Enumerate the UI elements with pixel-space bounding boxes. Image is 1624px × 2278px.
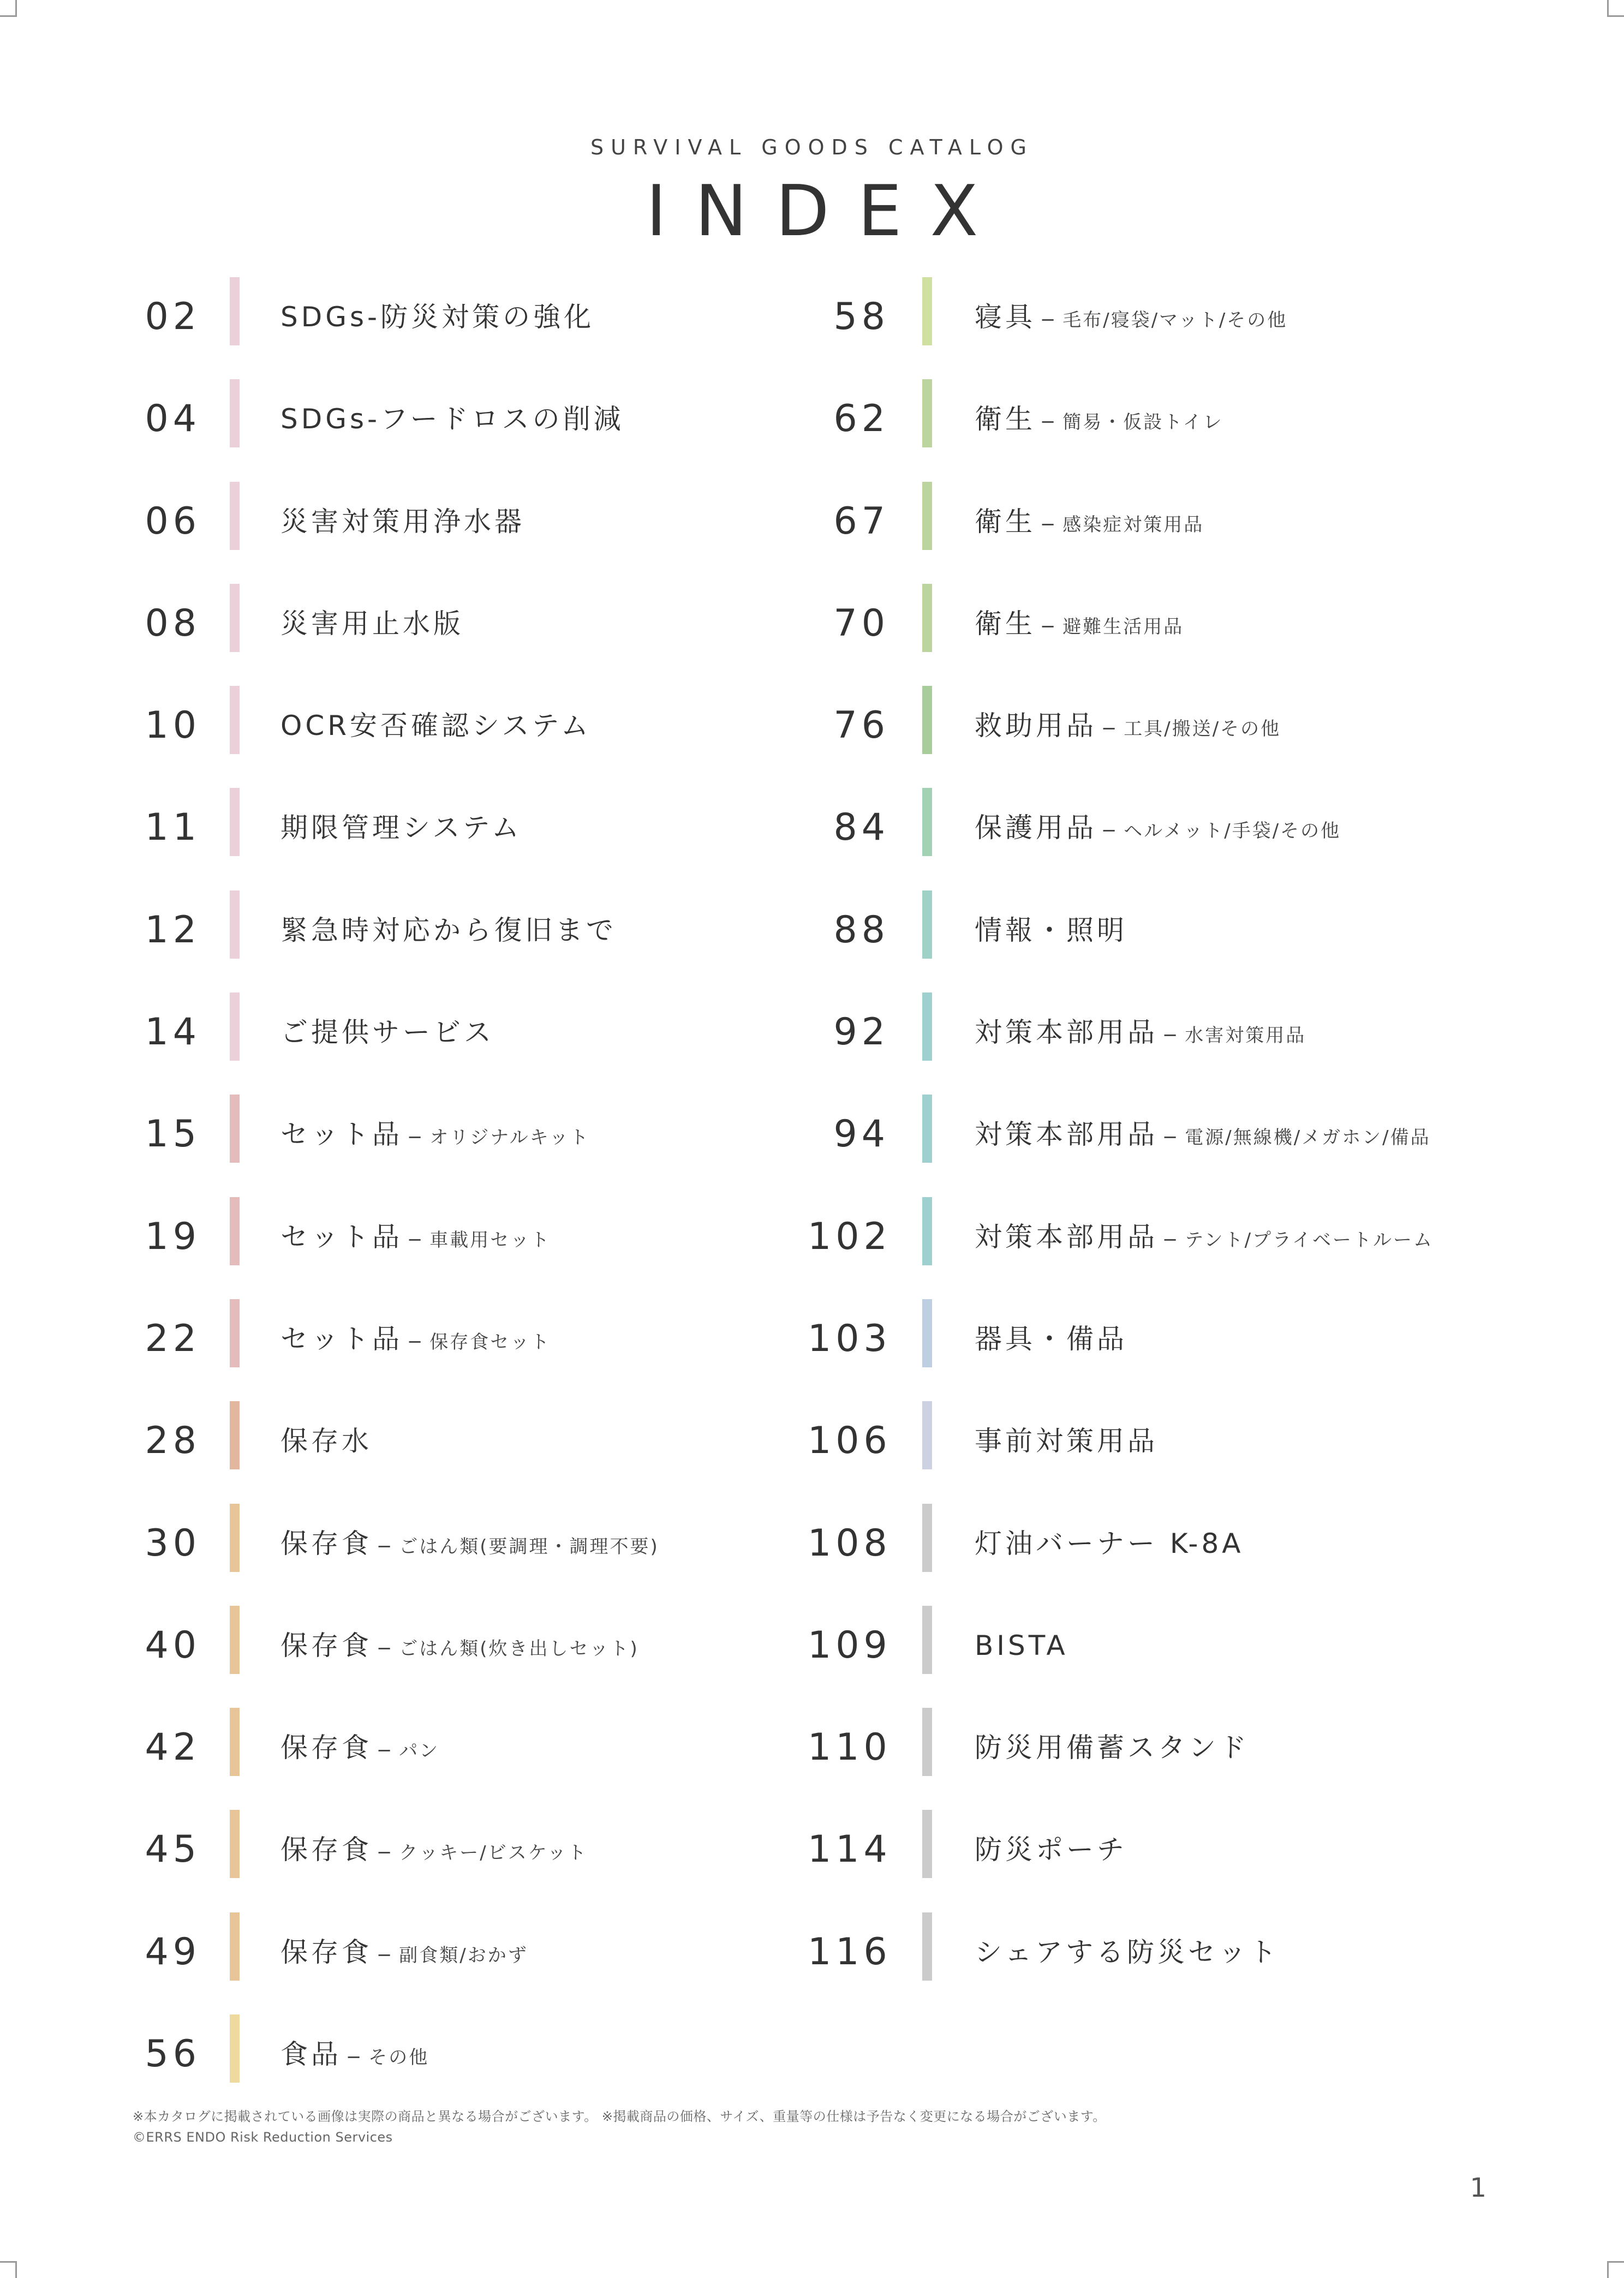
index-entry[interactable]: [131, 1606, 802, 1708]
index-page-number: 92: [833, 1011, 889, 1054]
index-label-main: セット品: [280, 1221, 403, 1253]
index-entry[interactable]: [131, 686, 802, 788]
index-label-sub: ─ 水害対策用品: [1165, 1025, 1306, 1047]
index-label: [280, 1621, 639, 1673]
index-label-main: 灯油バーナー K-8A: [975, 1527, 1244, 1559]
index-page-number: 04: [145, 397, 201, 441]
index-label-main: 対策本部用品: [975, 1221, 1158, 1253]
index-page-number: 114: [808, 1828, 892, 1872]
index-label-main: 緊急時対応から復旧まで: [280, 914, 617, 946]
index-column-right: [808, 277, 1593, 2014]
category-color-bar: [230, 1401, 240, 1469]
index-page-number: 106: [808, 1419, 892, 1463]
catalog-subtitle: SURVIVAL GOODS CATALOG: [590, 135, 1034, 159]
index-page-number: 116: [808, 1930, 892, 1974]
category-color-bar: [922, 1810, 932, 1878]
index-label: [280, 1110, 590, 1162]
category-color-bar: [922, 1606, 932, 1674]
category-color-bar: [922, 1504, 932, 1572]
index-label-main: 食品: [280, 2038, 342, 2071]
index-label-main: 保存食: [280, 1629, 372, 1661]
category-color-bar: [230, 1095, 240, 1163]
page-number: 1: [1470, 2173, 1486, 2203]
index-entry[interactable]: [131, 890, 802, 992]
category-color-bar: [922, 1708, 932, 1776]
index-label-main: 衛生: [975, 403, 1036, 435]
index-page-number: 70: [833, 601, 889, 645]
index-label: [975, 1825, 1127, 1874]
index-page-number: 94: [833, 1113, 889, 1156]
index-label: [975, 701, 1281, 754]
index-label: [975, 497, 1204, 549]
index-label-sub: ─ オリジナルキット: [409, 1127, 590, 1149]
index-label-sub: ─ 感染症対策用品: [1042, 513, 1204, 536]
index-label: [975, 1621, 1068, 1670]
index-entry[interactable]: [808, 584, 1593, 686]
index-page-number: 30: [145, 1521, 201, 1565]
index-label-sub: ─ ごはん類(炊き出しセット): [379, 1637, 639, 1660]
category-color-bar: [922, 482, 932, 550]
category-color-bar: [922, 890, 932, 959]
index-label-main: 情報・照明: [975, 914, 1127, 946]
category-color-bar: [922, 277, 932, 345]
index-entry[interactable]: [131, 992, 802, 1095]
category-color-bar: [230, 1299, 240, 1367]
category-color-bar: [230, 1197, 240, 1265]
category-color-bar: [922, 584, 932, 652]
index-entry[interactable]: [131, 1197, 802, 1299]
page-title: INDEX: [646, 171, 1007, 252]
category-color-bar: [230, 890, 240, 959]
index-entry[interactable]: [131, 584, 802, 686]
category-color-bar: [230, 379, 240, 447]
index-label-main: 保護用品: [975, 812, 1097, 844]
index-label: [280, 1928, 528, 1980]
index-entry[interactable]: [131, 277, 802, 379]
index-label: [975, 394, 1223, 447]
index-label: [975, 1008, 1306, 1060]
category-color-bar: [922, 1095, 932, 1163]
index-entry[interactable]: [808, 788, 1593, 890]
category-color-bar: [230, 686, 240, 754]
index-page-number: 14: [145, 1011, 201, 1054]
index-label: [975, 599, 1184, 651]
index-label: [280, 1416, 372, 1466]
category-color-bar: [922, 379, 932, 447]
index-label-sub: ─ 簡易・仮設トイレ: [1042, 411, 1223, 434]
index-label-sub: ─ 避難生活用品: [1042, 615, 1184, 638]
footer-copyright: ©ERRS ENDO Risk Reduction Services: [133, 2130, 393, 2145]
index-label-sub: ─ 車載用セット: [409, 1229, 551, 1251]
index-page-number: 11: [145, 806, 201, 850]
category-color-bar: [922, 1197, 932, 1265]
index-page-number: 108: [808, 1521, 892, 1565]
category-color-bar: [922, 1401, 932, 1469]
category-color-bar: [230, 992, 240, 1061]
index-label: [280, 1314, 551, 1367]
index-entry[interactable]: [131, 1401, 802, 1503]
index-page-number: 58: [833, 295, 889, 338]
index-entry[interactable]: [131, 1095, 802, 1197]
footer: [133, 2106, 1106, 2148]
index-page-number: 02: [145, 295, 201, 338]
index-entry[interactable]: [131, 788, 802, 890]
index-page-number: 15: [145, 1113, 201, 1156]
index-label: [280, 599, 464, 648]
index-label: [975, 1519, 1244, 1568]
index-label-sub: ─ 副食類/おかず: [379, 1944, 528, 1966]
index-label-main: 衛生: [975, 607, 1036, 639]
crop-mark-top-right: [1607, 0, 1624, 17]
index-page-number: 62: [833, 397, 889, 441]
index-entry[interactable]: [808, 992, 1593, 1095]
category-color-bar: [230, 1708, 240, 1776]
index-page-number: 88: [833, 908, 889, 952]
index-label: [975, 1723, 1250, 1772]
index-page-number: 56: [145, 2032, 201, 2076]
category-color-bar: [922, 686, 932, 754]
index-entry[interactable]: [808, 1606, 1593, 1708]
category-color-bar: [230, 1912, 240, 1981]
category-color-bar: [230, 1606, 240, 1674]
index-page-number: 76: [833, 704, 889, 748]
index-label-main: シェアする防災セット: [975, 1936, 1280, 1968]
index-page-number: 06: [145, 499, 201, 543]
index-label: [975, 1928, 1280, 1977]
index-label-main: 保存食: [280, 1527, 372, 1559]
index-entry[interactable]: [808, 686, 1593, 788]
category-color-bar: [922, 1912, 932, 1981]
crop-mark-top-left: [0, 0, 17, 17]
index-label-main: 寝具: [975, 301, 1036, 333]
index-label-main: 期限管理システム: [280, 812, 522, 844]
index-label-main: SDGs-防災対策の強化: [280, 301, 595, 333]
index-entry[interactable]: [808, 482, 1593, 584]
index-label-sub: ─ パン: [379, 1740, 440, 1762]
index-entry[interactable]: [808, 890, 1593, 992]
index-entry[interactable]: [808, 1810, 1593, 1912]
category-color-bar: [922, 1299, 932, 1367]
index-entry[interactable]: [808, 1299, 1593, 1401]
index-label: [280, 292, 594, 342]
index-label-main: セット品: [280, 1323, 403, 1355]
index-page-number: 40: [145, 1623, 201, 1667]
index-entry[interactable]: [131, 379, 802, 481]
index-label-sub: ─ 毛布/寝袋/マット/その他: [1042, 309, 1288, 331]
index-label: [975, 803, 1341, 856]
index-label-main: 保存食: [280, 1732, 372, 1764]
index-label-main: ご提供サービス: [280, 1017, 494, 1049]
index-page-number: 10: [145, 704, 201, 748]
index-page-number: 08: [145, 601, 201, 645]
index-entry[interactable]: [808, 1095, 1593, 1197]
index-label: [280, 803, 522, 852]
index-label-sub: ─ 工具/搬送/その他: [1103, 718, 1281, 740]
index-entry[interactable]: [808, 379, 1593, 481]
index-label-main: 器具・備品: [975, 1323, 1127, 1355]
index-entry[interactable]: [808, 1197, 1593, 1299]
index-page-number: 49: [145, 1930, 201, 1974]
index-label-main: 保存食: [280, 1936, 372, 1968]
index-page-number: 22: [145, 1317, 201, 1360]
index-entry[interactable]: [131, 482, 802, 584]
index-label-sub: ─ 保存食セット: [409, 1331, 551, 1353]
index-label: [280, 906, 617, 955]
index-page-number: 84: [833, 806, 889, 850]
index-label-main: BISTA: [975, 1629, 1068, 1661]
index-page-number: 102: [808, 1215, 892, 1258]
index-label-main: 災害用止水版: [280, 607, 464, 639]
index-label-sub: ─ その他: [348, 2047, 429, 2069]
index-label-main: 防災ポーチ: [975, 1834, 1127, 1866]
index-label-main: 保存水: [280, 1425, 372, 1457]
category-color-bar: [230, 584, 240, 652]
index-label-sub: ─ 電源/無線機/メガホン/備品: [1165, 1127, 1431, 1149]
index-label: [280, 1519, 659, 1571]
index-label-main: 衛生: [975, 505, 1036, 537]
index-label: [975, 1314, 1127, 1364]
index-label-sub: ─ テント/プライベートルーム: [1165, 1229, 1434, 1251]
index-column-left: [131, 277, 802, 2116]
category-color-bar: [922, 788, 932, 856]
index-label: [280, 497, 525, 546]
index-label-main: OCR安否確認システム: [280, 710, 592, 742]
index-entry[interactable]: [808, 1708, 1593, 1810]
index-label: [975, 906, 1127, 955]
index-label-main: 保存食: [280, 1834, 372, 1866]
category-color-bar: [230, 1810, 240, 1878]
index-entry[interactable]: [131, 1504, 802, 1606]
index-label-main: 救助用品: [975, 710, 1097, 742]
index-label-sub: ─ クッキー/ビスケット: [379, 1842, 588, 1864]
category-color-bar: [230, 1504, 240, 1572]
index-page-number: 19: [145, 1215, 201, 1258]
crop-mark-bottom-left: [0, 2261, 17, 2278]
index-entry[interactable]: [131, 1708, 802, 1810]
category-color-bar: [230, 277, 240, 345]
index-page-number: 110: [808, 1726, 892, 1769]
footer-notice: ※本カタログに掲載されている画像は実際の商品と異なる場合がございます。 ※掲載商品の価格、サイズ、重量等の仕様は予告なく変更になる場合がございます。: [133, 2109, 1106, 2124]
index-label-main: 防災用備蓄スタンド: [975, 1732, 1250, 1764]
index-label: [280, 1008, 494, 1057]
index-page-number: 12: [145, 908, 201, 952]
category-color-bar: [922, 992, 932, 1061]
index-label: [280, 701, 592, 750]
index-page-number: 28: [145, 1419, 201, 1463]
category-color-bar: [230, 2014, 240, 2083]
index-label: [280, 1723, 439, 1775]
category-color-bar: [230, 788, 240, 856]
index-entry[interactable]: [131, 2014, 802, 2116]
index-entry[interactable]: [808, 1401, 1593, 1503]
index-label-main: SDGs-フードロスの削減: [280, 403, 624, 435]
index-label: [280, 2030, 429, 2082]
index-entry[interactable]: [131, 1299, 802, 1401]
index-label: [975, 1110, 1431, 1162]
index-label: [280, 394, 624, 444]
index-label: [975, 1416, 1158, 1466]
index-label: [280, 1212, 551, 1265]
index-label-main: 災害対策用浄水器: [280, 505, 525, 537]
index-label-main: セット品: [280, 1119, 403, 1151]
index-label: [975, 292, 1287, 345]
index-label: [975, 1212, 1434, 1265]
index-label-main: 対策本部用品: [975, 1017, 1158, 1049]
index-entry[interactable]: [808, 1504, 1593, 1606]
index-page-number: 42: [145, 1726, 201, 1769]
index-label-sub: ─ ヘルメット/手袋/その他: [1103, 820, 1341, 842]
index-page-number: 109: [808, 1623, 892, 1667]
index-entry[interactable]: [808, 277, 1593, 379]
category-color-bar: [230, 482, 240, 550]
index-entry[interactable]: [131, 1810, 802, 1912]
crop-mark-bottom-right: [1607, 2261, 1624, 2278]
index-entry[interactable]: [131, 1912, 802, 2014]
index-label-main: 事前対策用品: [975, 1425, 1158, 1457]
index-entry[interactable]: [808, 1912, 1593, 2014]
index-label-sub: ─ ごはん類(要調理・調理不要): [379, 1535, 659, 1558]
index-page-number: 45: [145, 1828, 201, 1872]
index-label-main: 対策本部用品: [975, 1119, 1158, 1151]
index-label: [280, 1825, 588, 1878]
index-page-number: 67: [833, 499, 889, 543]
index-page-number: 103: [808, 1317, 892, 1360]
